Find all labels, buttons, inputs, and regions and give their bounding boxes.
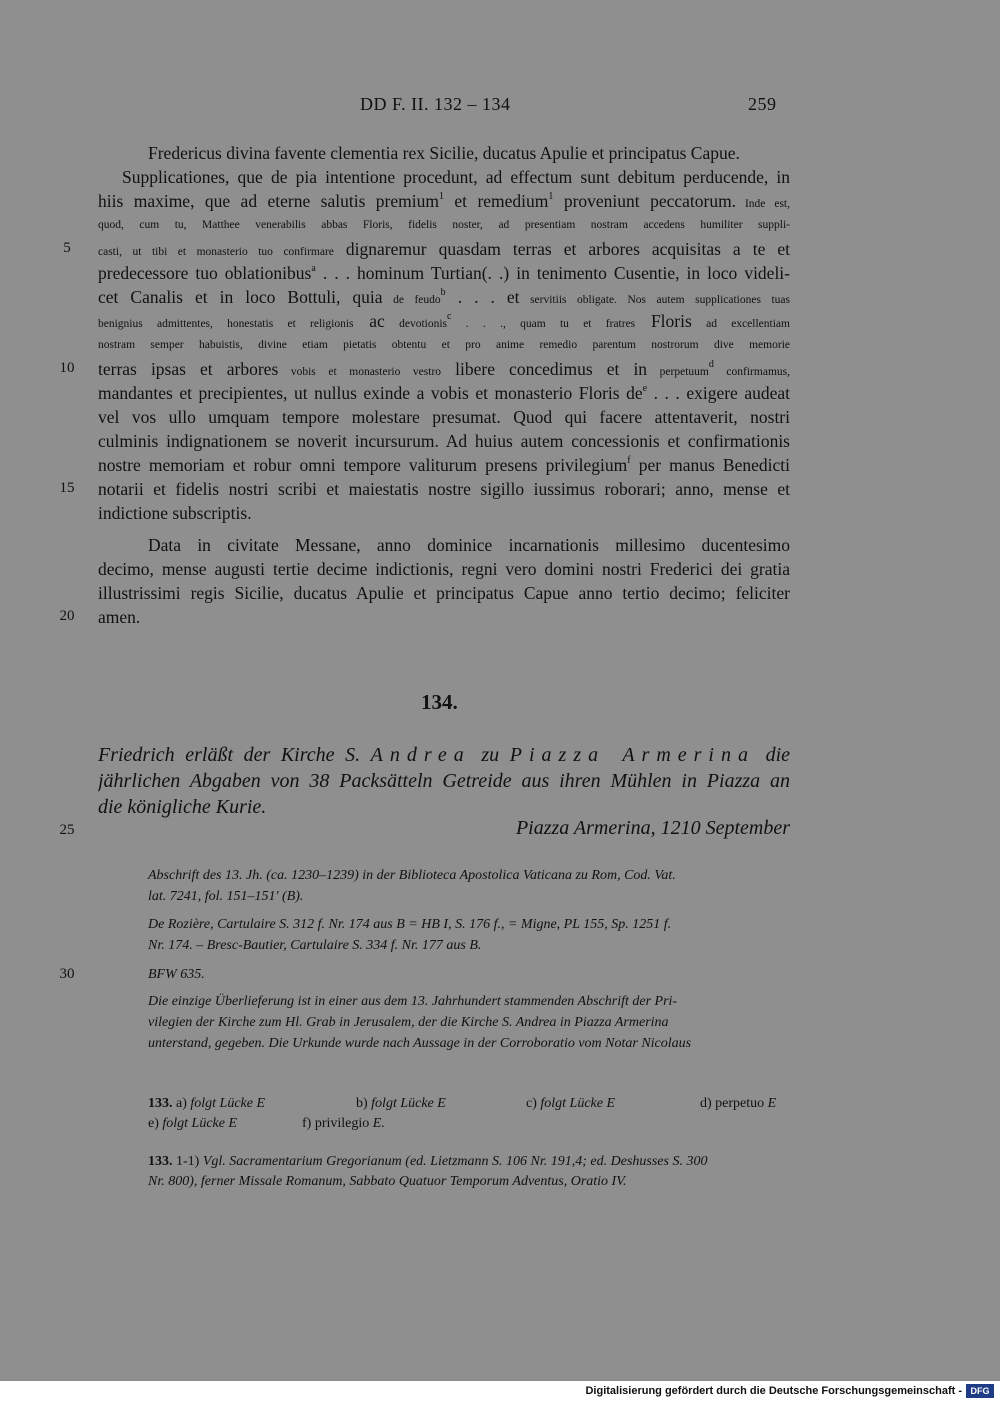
text-line: terras ipsas et arbores vobis et monasterio vestro libere concedimus et in perpetuum$^d$ confirmamus, xyxy=(98,359,790,379)
edition-note: De Rozière, Cartulaire S. 312 f. Nr. 174 aus B = HB I, S. 176 f., = Migne, PL 155, Sp. 1251 f. Nr. 174. – Bresc-Bautier, Cartulaire S. 334 f. Nr. 177 aus B. xyxy=(148,917,672,953)
text-line: Supplicationes, que de pia intentione procedunt, ad effectum sunt debitum perducende, in xyxy=(122,167,790,187)
document-number: 134. xyxy=(421,690,458,714)
regest-line: die königliche Kurie. xyxy=(98,796,267,818)
reference-footnote: 133. 1-1) Vgl. Sacramentarium Gregorianum (ed. Lietzmann S. 106 Nr. 191,4; ed. Deshusses S. 300 Nr. 800), ferner Missale Romanum, Sabbato Quatuor Temporum Adventus, Oratio IV. xyxy=(148,1154,708,1189)
text-line: nostram semper habuistis, divine etiam pietatis obtentu et pro anime remedio parentum nostrorum dive memorie xyxy=(98,339,790,351)
dfg-logo: DFG xyxy=(966,1384,994,1398)
footnote: e) folgt Lücke E xyxy=(148,1116,238,1131)
tradition-note: Abschrift des 13. Jh. (ca. 1230–1239) in der Biblioteca Apostolica Vaticana zu Rom, Cod. Vat. lat. 7241, fol. 151–151' (B). xyxy=(148,868,676,904)
line-number: 5 xyxy=(63,240,71,256)
text-line: casti, ut tibi et monasterio tuo confirmare dignaremur quasdam terras et arbores acquisitas a te et xyxy=(98,239,790,259)
datum-line: Data in civitate Messane, anno dominice incarnationis millesimo ducentesimo xyxy=(148,535,790,555)
footnote: 133. a) folgt Lücke E xyxy=(148,1096,266,1111)
funding-notice: Digitalisierung gefördert durch die Deutsche Forschungsgemeinschaft - xyxy=(585,1385,962,1397)
regest-line: jährlichen Abgaben von 38 Packsätteln Getreide aus ihren Mühlen in Piazza an xyxy=(98,770,790,792)
footnote: b) folgt Lücke E xyxy=(356,1096,446,1111)
text-line: benignius admittentes, honestatis et religionis ac devotionis$^c$ . . ., quam tu et fratres Floris ad excellentiam xyxy=(98,311,790,331)
text-line: hiis maxime, que ad eterne salutis premium$^1$ et remedium$^1$ proveniunt peccatorum. Inde est, xyxy=(98,191,790,211)
text-line: culminis indignationem se noverit incursurum. Ad huius autem concessionis et confirmationis xyxy=(98,431,790,451)
regest-line: Friedrich erläßt der Kirche S. Andrea zu Piazza Armerina die xyxy=(98,744,790,766)
datum-line: decimo, mense augusti tertie decime indictionis, regni vero domini nostri Frederici dei gratia xyxy=(98,559,790,579)
text-line: quod, cum tu, Matthee venerabilis abbas Floris, fidelis noster, ad presentiam nostram accedens humiliter suppli- xyxy=(98,219,790,231)
commentary-note: Die einzige Überlieferung ist in einer aus dem 13. Jahrhundert stammenden Abschrift der Pri- vilegien der Kirche zum Hl. Grab in Jerusalem, der die Kirche S. Andrea in Piazza Armerina unterstand, gegeben. Die Urkunde wurde nach Aussage in der Corroboratio vom Notar Nicolaus xyxy=(148,994,692,1051)
page-number: 259 xyxy=(748,94,777,114)
text-line: notarii et fidelis nostri scribi et maiestatis nostre sigillo iussimus roborari; anno, mense et xyxy=(98,479,790,499)
datum-line: amen. xyxy=(98,607,141,627)
line-number: 15 xyxy=(59,480,75,496)
datum-line: illustrissimi regis Sicilie, ducatus Apulie et principatus Capue anno tertio decimo; feliciter xyxy=(98,583,790,603)
footnote: c) folgt Lücke E xyxy=(526,1096,616,1111)
footnote: d) perpetuo E xyxy=(700,1096,777,1111)
regesta-note: BFW 635. xyxy=(148,967,205,982)
line-number: 20 xyxy=(59,608,75,624)
text-line: indictione subscriptis. xyxy=(98,503,252,523)
text-line: Fredericus divina favente clementia rex Sicilie, ducatus Apulie et principatus Capue. xyxy=(148,143,740,163)
footnote: f) privilegio E. xyxy=(302,1116,385,1131)
text-line: nostre memoriam et robur omni tempore valiturum presens privilegium$^f$ per manus Benedicti xyxy=(98,455,790,475)
line-number: 25 xyxy=(59,822,75,838)
running-title: DD F. II. 132 – 134 xyxy=(360,94,511,114)
place-date: Piazza Armerina, 1210 September xyxy=(515,817,790,839)
line-number: 30 xyxy=(59,966,75,982)
footer-bar xyxy=(0,1381,1000,1402)
text-line: vel vos ullo umquam tempore molestare presumat. Quod qui facere attentaverit, nostri xyxy=(98,407,790,427)
text-line: mandantes et precipientes, ut nullus exinde a vobis et monasterio Floris $de^e$ . . . exigere audeat xyxy=(98,383,790,403)
text-line: predecessore tuo oblationibus$^a$ . . . hominum Turtian(. .) in tenimento Cusentie, in loco videli- xyxy=(98,263,790,283)
text-line: cet Canalis et in loco Bottuli, quia de feudo$^b$ . . . et servitiis obligate. Nos autem supplicationes tuas xyxy=(98,287,790,307)
line-number: 10 xyxy=(59,360,75,376)
